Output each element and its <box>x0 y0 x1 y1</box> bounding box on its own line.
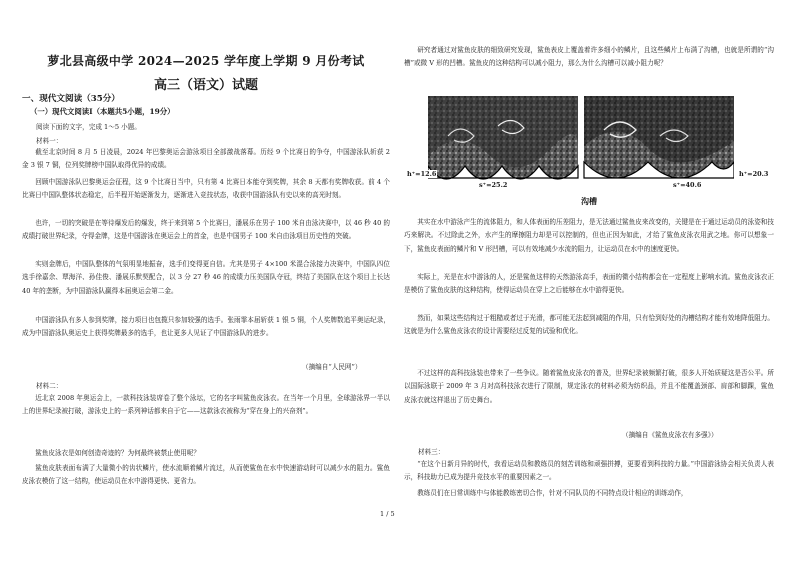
right-para-2: 实际上，光是在水中游泳的人，还是鲨鱼这样的天然游泳高手，表面的微小结构都会在一定程度上影响水流。鲨鱼皮泳衣正是模仿了鲨鱼皮肤的这种结构，使得运动员在穿上之后能够在水中游得更快。 <box>404 273 774 295</box>
material2-para-3: 鲨鱼皮肤表面布满了大量微小的齿状鳞片，使水流顺着鳞片流过，从而使鲨鱼在水中快速游动时可以减少水的阻力。鲨鱼皮泳衣模仿了这一结构，使运动员在水中游得更快、更省力。 <box>22 464 390 486</box>
material3-label: 材料三： <box>418 448 445 456</box>
exam-title: 萝北县高级中学 2024—2025 学年度上学期 9 月份考试 <box>47 54 365 68</box>
material2-label: 材料二： <box>36 382 63 390</box>
material1-para-4: 实则金牌后，中国队整体的气氛明显地振奋，选手们变得更自信。尤其是男子 4×100 米混合泳接力决赛中，中国队四位选手徐嘉余、覃海洋、孙佳俊、潘展乐默契配合，以 3 分 27 秒 46 的成绩力压美国队夺冠，终结了美国队在这个项目上长达 40 年的垄断，为中国游泳队赢得本届奥运会第二金。 <box>22 260 390 295</box>
material1-para-3: 也许，一切的突破是在等待爆发后的爆发，终于来到第 5 个比赛日，潘展乐在男子 100 米自由泳决赛中，以 46 秒 40 的成绩打破世界纪录，夺得金牌，这是中国游泳在奥运会上的首金，也是中国男子 100 米自由泳项目历史性的突破。 <box>22 219 390 241</box>
material1-para-1: 截至北京时间 8 月 5 日凌晨，2024 年巴黎奥运会游泳项目全部激战落幕。历经 9 个比赛日的争夺，中国游泳队斩获 2 金 3 银 7 铜，位列奖牌榜中国队取得优异的成绩。 <box>22 148 390 170</box>
instruction: 阅读下面的文字，完成 1～5 小题。 <box>36 123 141 131</box>
label-left-h: h⁺=12.6 <box>407 170 437 178</box>
section-heading: 一、现代文阅读（35分） <box>22 94 120 104</box>
material1-para-2: 回顾中国游泳队巴黎奥运会征程，这 9 个比赛日当中，只有第 4 比赛日本能夺到奖牌，其余 8 天都有奖牌收获。前 4 个比赛日中国队整体状态稳定，后半程开始逐渐发力，逐渐进入竞技状态，收获中国游泳队有史以来的高光时刻。 <box>22 178 390 200</box>
label-left-s: s⁺=25.2 <box>479 181 508 189</box>
material3-para-1: “在这个日新月异的时代，我看运动员和教练员的刻苦训练和顽强拼搏，更要看到科技的力量。”中国游泳协会相关负责人表示，科技助力已成为提升竞技水平的重要因素之一。 <box>404 460 774 482</box>
shark-skin-riblet-figure <box>428 96 734 192</box>
material3-para-2: 教练员们在日常训练中与体能教练密切合作，针对不同队员的不同特点设计相应的训练动作， <box>417 489 688 497</box>
label-right-h: h⁺=20.3 <box>739 170 769 178</box>
right-para-1: 其实在水中游泳产生的流体阻力，和人体表面的压差阻力，是无法通过鲨鱼皮来改变的，关键是在于通过运动员的泳姿和技巧来解决。不过除此之外，水产生的摩擦阻力却是可以控制的，但也正因为如此，才给了鲨鱼皮泳衣用武之地。你可以想象一下，鲨鱼皮表面的鳞片和 V 形凹槽，可以有效地减少水流的阻力，让运动员在水中的速度更快。 <box>404 218 774 253</box>
material1-source: （摘编自“人民网”） <box>302 363 362 371</box>
material2-para-1: 近北京 2008 年奥运会上，一款科技泳装席卷了整个泳坛，它的名字叫鲨鱼皮泳衣。在当年一个月里，全球游泳界一半以上的世界纪录被打破，游泳史上的一系列神话都来自于它——这款泳衣被称为“穿在身上的兴奋剂”。 <box>22 394 390 416</box>
right-para-3: 然而，如果这些结构过于粗糙或者过于光滑，都可能无法起到减阻的作用，只有恰到好处的沟槽结构才能有效地降低阻力。这就是为什么鲨鱼皮泳衣的设计需要经过反复的试验和优化。 <box>404 314 774 336</box>
material2-source: （摘编自《鲨鱼皮泳衣有多强》） <box>622 431 718 439</box>
right-para-4: 不过这样的高科技泳装也带来了一些争议。随着鲨鱼皮泳衣的普及，世界纪录被频繁打破，很多人开始质疑这是否公平。所以国际泳联于 2009 年 3 月对高科技泳衣进行了限制，规定泳衣的材料必须为纺织品，并且不能覆盖颈部、肩部和脚踝，鲨鱼皮泳衣就这样退出了历史舞台。 <box>404 369 774 404</box>
right-intro: 研究者通过对鲨鱼皮肤的细致研究发现，鲨鱼表皮上覆盖着许多细小的鳞片，且这些鳞片上布满了沟槽，也就是所谓的“沟槽”或微 V 形的凹槽。鲨鱼皮的这种结构可以减小阻力，那么为什么沟槽可以减小阻力呢？ <box>404 46 774 68</box>
material2-para-2: 鲨鱼皮泳衣是如何创造奇迹的？为何最终被禁止使用呢？ <box>35 449 201 457</box>
exam-subtitle: 高三（语文）试题 <box>153 78 258 93</box>
material1-label: 材料一： <box>36 137 63 145</box>
page-number: 1 / 5 <box>380 510 395 518</box>
label-right-s: s⁺=40.6 <box>673 181 702 189</box>
figure-caption: 沟槽 <box>581 196 597 206</box>
sub-heading: （一）现代文阅读Ⅰ（本题共5小题，19分） <box>30 107 175 116</box>
material1-para-5: 中国游泳队有多人参到奖牌，接力项目也包揽只参加较强的选手。张雨霏本届斩获 1 银 5 铜，个人奖牌数追平奥运纪录，成为中国游泳队奥运史上获得奖牌最多的选手，也让更多人见证了中国游泳队的进步。 <box>22 316 390 338</box>
